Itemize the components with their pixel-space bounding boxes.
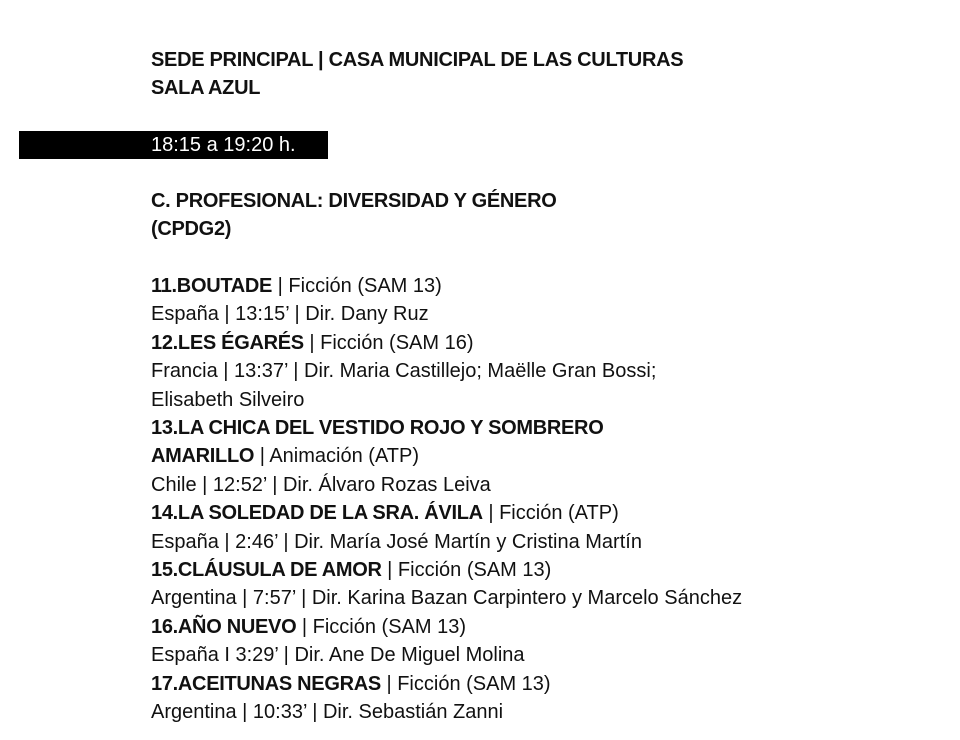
film-title-line [151, 442, 931, 470]
film-details: Argentina | 10:33’ | Dir. Sebastián Zanni [151, 701, 504, 724]
film-title-line [151, 329, 931, 357]
time-range: 18:15 a 19:20 h. [151, 134, 296, 156]
film-title-line [151, 670, 931, 698]
section-title: C. PROFESIONAL: DIVERSIDAD Y GÉNERO [151, 190, 557, 212]
film-title: 14.LA SOLEDAD DE LA SRA. ÁVILA [151, 502, 483, 525]
film-genre: | Ficción (SAM 13) [380, 672, 551, 695]
film-title: 17.ACEITUNAS NEGRAS [151, 672, 381, 695]
film-genre: | Ficción (SAM 16) [303, 331, 474, 354]
film-title-continued: AMARILLO [151, 445, 255, 468]
film-list [151, 272, 931, 727]
film-details: España I 3:29’ | Dir. Ane De Miguel Molina [151, 644, 525, 667]
film-title: 13.LA CHICA DEL VESTIDO ROJO Y SOMBRERO [151, 417, 604, 440]
film-genre: | Ficción (SAM 13) [381, 559, 552, 582]
section-code: (CPDG2) [151, 218, 232, 240]
venue-heading [151, 46, 683, 102]
film-title: 11.BOUTADE [151, 275, 273, 297]
film-details: España | 2:46’ | Dir. María José Martín y Cristina Martín [151, 530, 642, 553]
film-title-line [151, 613, 931, 641]
film-details: Chile | 12:52’ | Dir. Álvaro Rozas Leiva [151, 473, 491, 496]
film-title-line [151, 499, 931, 527]
film-genre: | Animación (ATP) [254, 445, 420, 468]
film-title-line [151, 272, 931, 300]
time-banner [19, 131, 328, 159]
room-name: SALA AZUL [151, 77, 261, 99]
film-title: 16.AÑO NUEVO [151, 615, 297, 638]
venue-name: SEDE PRINCIPAL | CASA MUNICIPAL DE LAS CULTURAS [151, 49, 684, 71]
film-title-line [151, 556, 931, 584]
film-genre: | Ficción (SAM 13) [272, 275, 442, 297]
film-title: 15.CLÁUSULA DE AMOR [151, 559, 382, 582]
section-heading [151, 187, 557, 243]
film-details: Francia | 13:37’ | Dir. Maria Castillejo; Maëlle Gran Bossi; [151, 360, 657, 383]
film-genre: | Ficción (SAM 13) [296, 615, 467, 638]
film-details-continued: Elisabeth Silveiro [151, 388, 305, 411]
film-details: Argentina | 7:57’ | Dir. Karina Bazan Carpintero y Marcelo Sánchez [151, 587, 743, 610]
film-title: 12.LES ÉGARÉS [151, 331, 304, 354]
film-details: España | 13:15’ | Dir. Dany Ruz [151, 303, 429, 326]
film-genre: | Ficción (ATP) [482, 502, 619, 525]
